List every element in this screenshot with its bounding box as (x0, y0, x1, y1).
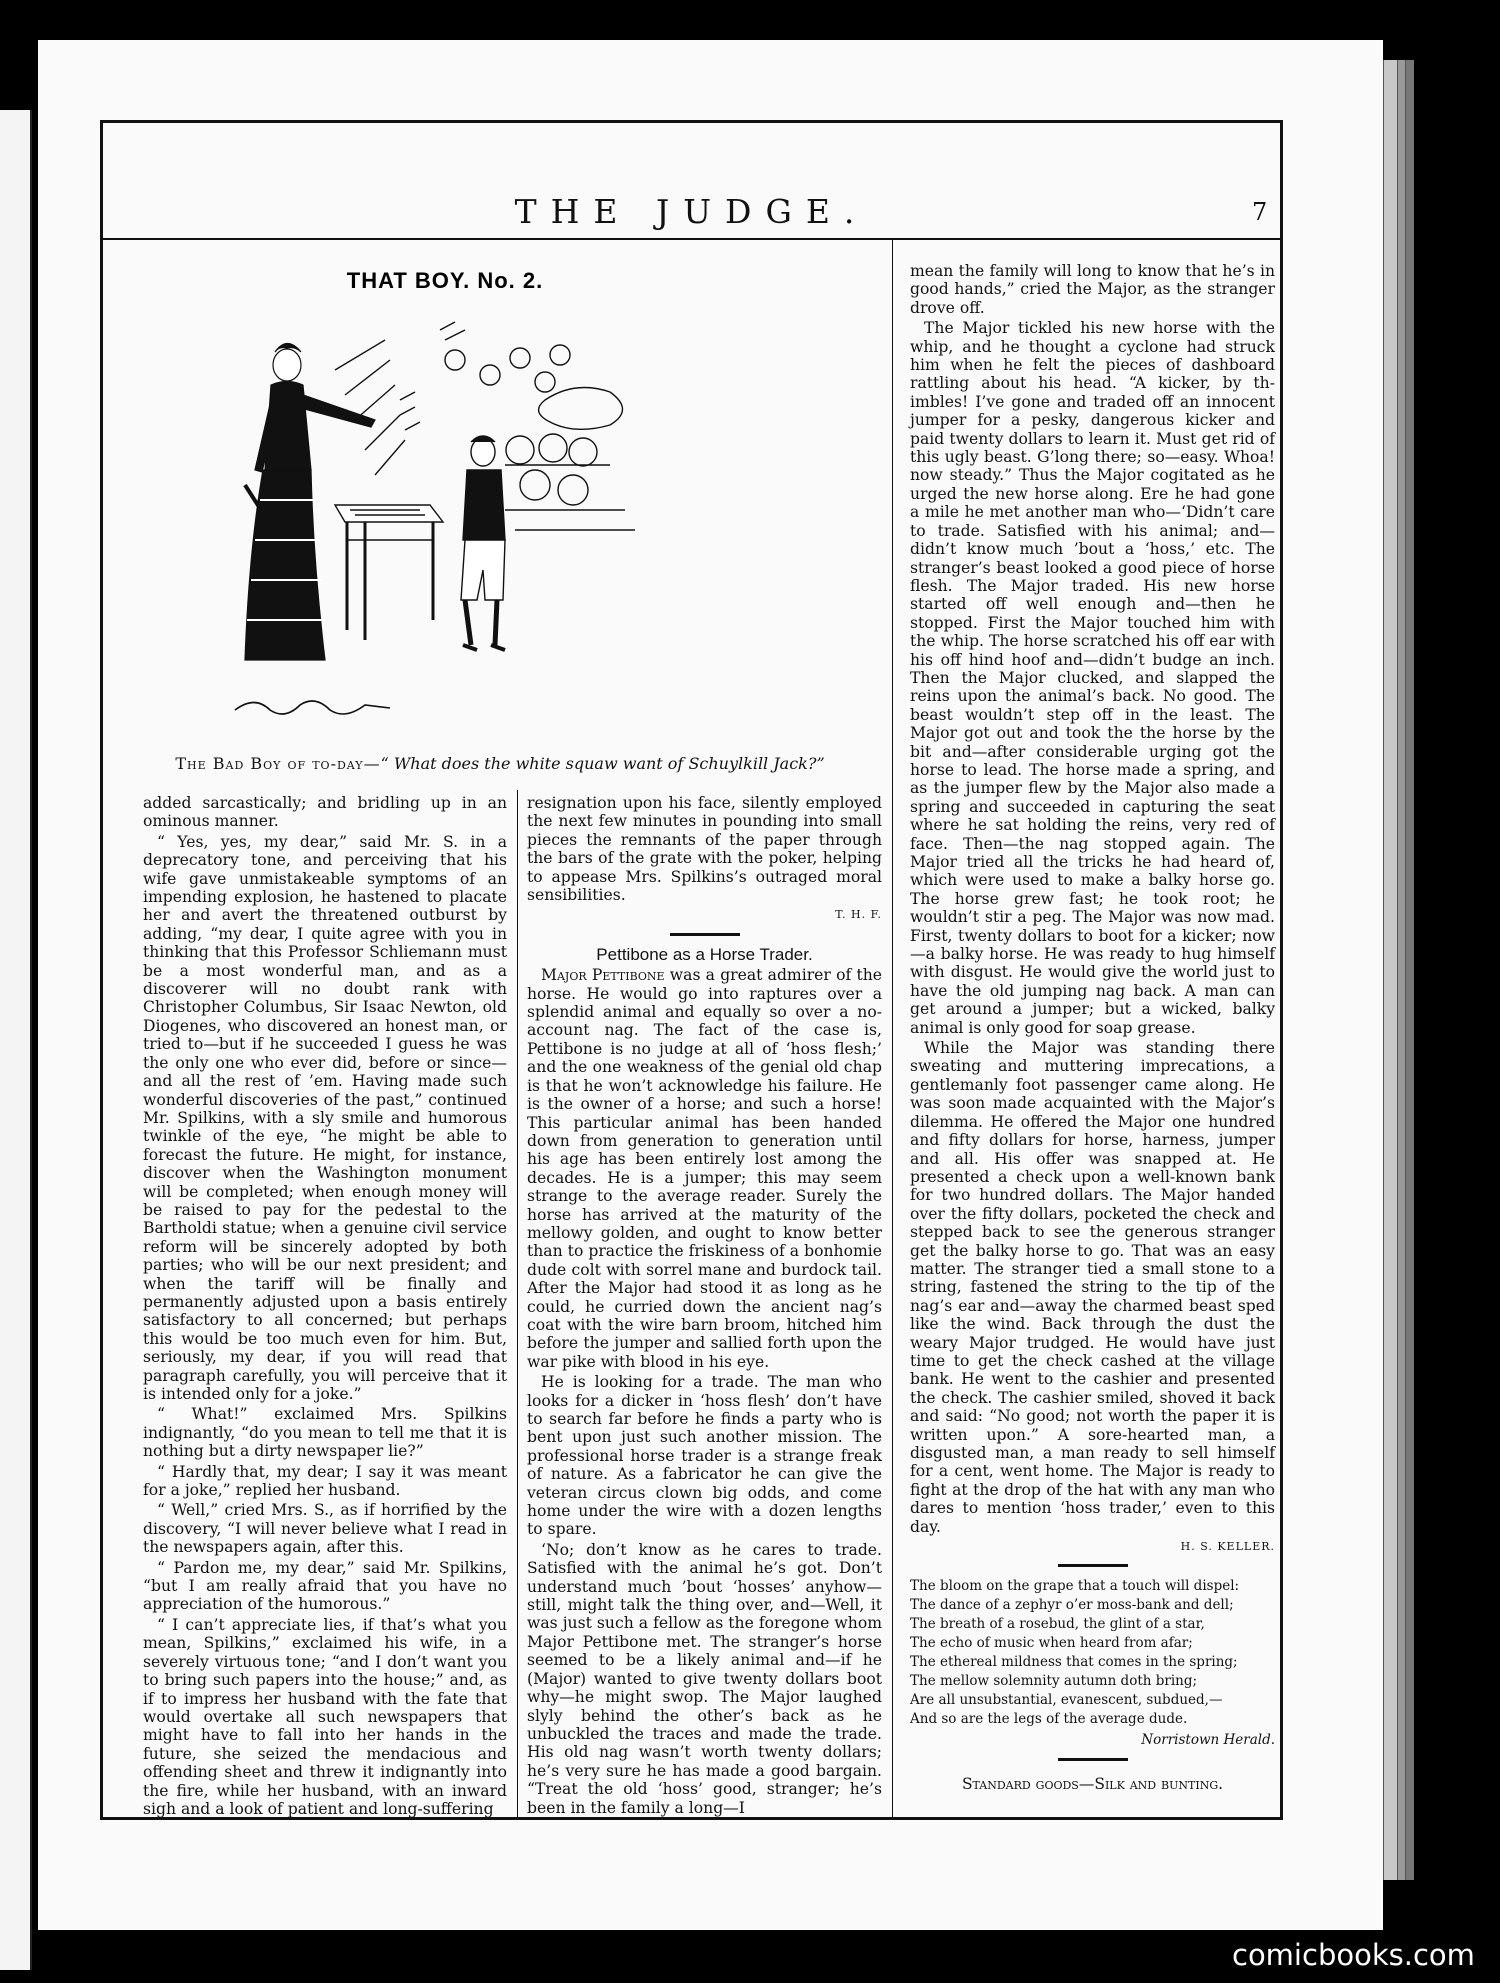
section-rule (1058, 1564, 1128, 1567)
poem (910, 1577, 1275, 1729)
illustration-caption (120, 754, 880, 773)
story2-signature: H. S. KELLER. (1180, 1540, 1275, 1554)
poem-line: The breath of a rosebud, the glint of a star, (910, 1616, 1205, 1633)
paragraph: “ Pardon me, my dear,” said Mr. Spilkins, “but I am really afraid that you have no appreciation of the humorous.” (143, 1558, 507, 1614)
story2-title: Pettibone as a Horse Trader. (596, 944, 813, 964)
header-rule (100, 238, 1283, 240)
paragraph: “ I can’t appreciate lies, if that’s what you mean, Spilkins,” exclaimed his wife, in a severely virtuous tone; “and I don’t want you to bring such papers into the house;” and, as if to impress her husband with the fate that would overtake all such newspapers that might have to fall into her hands in the future, she seized the mendacious and offending sheet and threw it indignantly into the fire, while her husband, with an inward sigh and a look of patient and long-suffering (143, 1615, 507, 1818)
opening-smallcaps: Major Pettibone (541, 966, 665, 985)
column-3 (910, 262, 1275, 1793)
paragraph: He is looking for a trade. The man who looks for a dicker in ‘hoss flesh’ don’t have to search far before he finds a party who is bent upon just such another mission. The professional horse trader is a strange freak of nature. As a fabricator he can give the veteran circus clown big odds, and come home under the wire with a dozen lengths to spare. (527, 1373, 882, 1539)
caption-quote: “ What does the white squaw want of Schuylkill Jack?” (380, 754, 825, 773)
page-edge (1405, 60, 1414, 1880)
column-rule (892, 238, 893, 1820)
page-edge (1383, 60, 1398, 1880)
poem-line: The mellow solemnity autumn doth bring; (910, 1673, 1198, 1690)
story1-signature: T. H. F. (835, 908, 882, 922)
column-rule (517, 790, 518, 1820)
paragraph: mean the family will long to know that he’s in good hands,” cried the Major, as the stranger drove off. (910, 262, 1275, 317)
left-page-edge (0, 110, 32, 1970)
poem-line: And so are the legs of the average dude. (910, 1711, 1188, 1728)
poem-line: The ethereal mildness that comes in the spring; (910, 1654, 1238, 1671)
paragraph: resignation upon his face, silently employed the next few minutes in pounding into small pieces the remnants of the paper through the bars of the grate with the poker, helping to appease Mrs. Spilkins’s outraged moral sensibilities. (527, 794, 882, 905)
paragraph: added sarcastically; and bridling up in an ominous manner. (143, 794, 507, 831)
story-title: THAT BOY. No. 2. (346, 268, 544, 293)
paragraph: “ Yes, yes, my dear,” said Mr. S. in a deprecatory tone, and perceiving that his wife gave unmistakeable symptoms of an impending explosion, he hastened to placate her and avert the threatened outburst by adding, “my dear, I quite agree with you in thinking that this Professor Schliemann must be a most wonderful man, and as a discoverer will no doubt rank with Christopher Columbus, Sir Isaac Newton, old Diogenes, who discovered an honest man, or tried to—but if he succeeded I guess he was the only one who ever did, before or since—and all the rest of ’em. Having made such wonderful discoveries of the past,” continued Mr. Spilkins, with a sly smile and humorous twinkle of the eye, “he might be able to forecast the future. He might, for instance, discover when the Washington monument will be completed; when enough money will be raised to pay for the pedestal to the Bartholdi statue; when a genuine civil service reform will be sincerely adopted by both parties; who will be our next president; and when the tariff will be finally and permanently adjusted upon a basis entirely satisfactory to all concerned; but perhaps this would be too much even for him. But, seriously, my dear, if you will read that paragraph carefully, you will perceive that it is intended only for a joke.” (143, 832, 507, 1403)
illustration-schoolroom (215, 300, 645, 740)
paragraph: The Major tickled his new horse with the whip, and he thought a cyclone had struck him when he felt the pieces of dashboard rattling about his head. “A kicker, by th-imbles! I’ve gone and traded off an innocent jumper for a pesky, dangerous kicker and paid twenty dollars to learn it. Must get rid of this ugly beast. G’long there; so—easy. Whoa! now steady.” Thus the Major cogitated as he urged the new horse along. Ere he had gone a mile he met another man who—‘Didn’t care to trade. Satisfied with his animal; and—didn’t know much ’bout a ‘hoss,’ etc. The stranger’s beast looked a good piece of horse flesh. The Major traded. His new horse started off well enough and—then he stopped. First the Major touched him with the whip. The horse scratched his off ear with his off hind hoof and—didn’t budge an inch. Then the Major clucked, and slapped the reins upon the animal’s back. No good. The beast wouldn’t step off in the least. The Major got out and took the the horse by the bit and—after considerable urging got the horse to lead. The horse made a spring, and as the jumper flew by the Major also made a spring and succeeded in capturing the seat where he sat holding the reins, very red of face. Then—the nag stopped again. The Major tried all the tricks he had heard of, which were used to make a balky horse go. The horse grew fast; he took root; he wouldn’t stir a peg. The Major was now mad. First, twenty dollars to boot for a kicker; now—a balky horse. He was ready to hug himself with disgust. He would give the world just to have the old jumping nag back. A man can get around a jumper; but a wicked, balky animal is only good for soap grease. (910, 319, 1275, 1037)
section-rule (670, 933, 740, 936)
poem-line: The bloom on the grape that a touch will dispel: (910, 1578, 1240, 1595)
masthead: THE JUDGE. (514, 192, 869, 231)
paragraph: “ Hardly that, my dear; I say it was meant for a joke,” replied her husband. (143, 1462, 507, 1500)
paragraph: “ Well,” cried Mrs. S., as if horrified by the discovery, “I will never believe what I read in the newspapers again, after this. (143, 1501, 507, 1557)
poem-line: The echo of music when heard from afar; (910, 1635, 1193, 1652)
paragraph: was a great admirer of the horse. He would go into raptures over a splendid animal and equally so over a no-account nag. The fact of the case is, Pettibone is no judge at all of ‘hoss flesh;’ and the one weakness of the genial old chap is that he won’t acknowledge his failure. He is the owner of a horse; and such a horse! This particular animal has been handed down from generation to generation until his age has been entirely lost among the decades. He is a jumper; this may seem strange to the average reader. Surely the horse has arrived at the maturity of the mellowy golden, and ought to know better than to practice the friskiness of a bonhomie dude colt with sorrel mane and burdock tail. After the Major had stood it as long as he could, he curried down the ancient nag’s coat with the wire barn broom, hitched him before the jumper and sallied forth upon the war pike with blood in his eye. (527, 966, 882, 1371)
section-rule (1058, 1758, 1128, 1761)
column-2 (527, 794, 882, 1819)
watermark: comicbooks.com (1232, 1938, 1475, 1972)
paragraph: ‘No; don’t know as he cares to trade. Satisfied with the animal he’s got. Don’t understand much ’bout ‘hosses’ anyhow—still, might talk the thing over, and—Well, it was just such a fellow as the foregone whom Major Pettibone met. The stranger’s horse seemed to be a likely animal and—if he (Major) wanted to give twenty dollars boot why—he might swop. The Major laughed slyly behind the other’s back as he unbuckled the traces and made the trade. His old nag wasn’t worth twenty dollars; he’s very sure he has made a good bargain. “Treat the old ‘hoss’ good, stranger; he’s been in the family a long—I (527, 1540, 882, 1817)
footer-note: Standard goods—Silk and bunting. (961, 1774, 1224, 1793)
page-number: 7 (1252, 198, 1268, 226)
poem-credit: Norristown Herald. (1141, 1732, 1275, 1749)
poem-line: Are all unsubstantial, evanescent, subdued,— (910, 1692, 1223, 1709)
caption-prefix: The Bad Boy of to-day— (175, 754, 381, 773)
paragraph: While the Major was standing there sweating and muttering imprecations, a gentlemanly foot passenger came along. He was soon made acquainted with the Major’s dilemma. He offered the Major one hundred and fifty dollars for horse, harness, jumper and all. His offer was snapped at. He presented a check upon a well-known bank for two hundred dollars. The Major handed over the fifty dollars, pocketed the check and stepped back to see the generous stranger get the balky horse to go. That was an easy matter. The stranger tied a small stone to a string, fastened the string to the tip of the nag’s ear and—away the charmed beast sped like the wind. Back through the dust the weary Major trudged. He would have just time to get the check cashed at the village bank. He went to the cashier and presented the check. The cashier smiled, shoved it back and said: “No good; not worth the paper it is written upon.” A sore-hearted man, a disgusted man, a man ready to sell himself for a cent, went home. The Major is ready to fight at the drop of the hat with any man who dares to mention ‘hoss trader,’ even to this day. (910, 1039, 1275, 1536)
poem-line: The dance of a zephyr o’er moss-bank and dell; (910, 1597, 1234, 1614)
column-1 (143, 794, 507, 1820)
paragraph: “ What!” exclaimed Mrs. Spilkins indignantly, “do you mean to tell me that it is nothing but a dirty newspaper lie?” (143, 1405, 507, 1461)
